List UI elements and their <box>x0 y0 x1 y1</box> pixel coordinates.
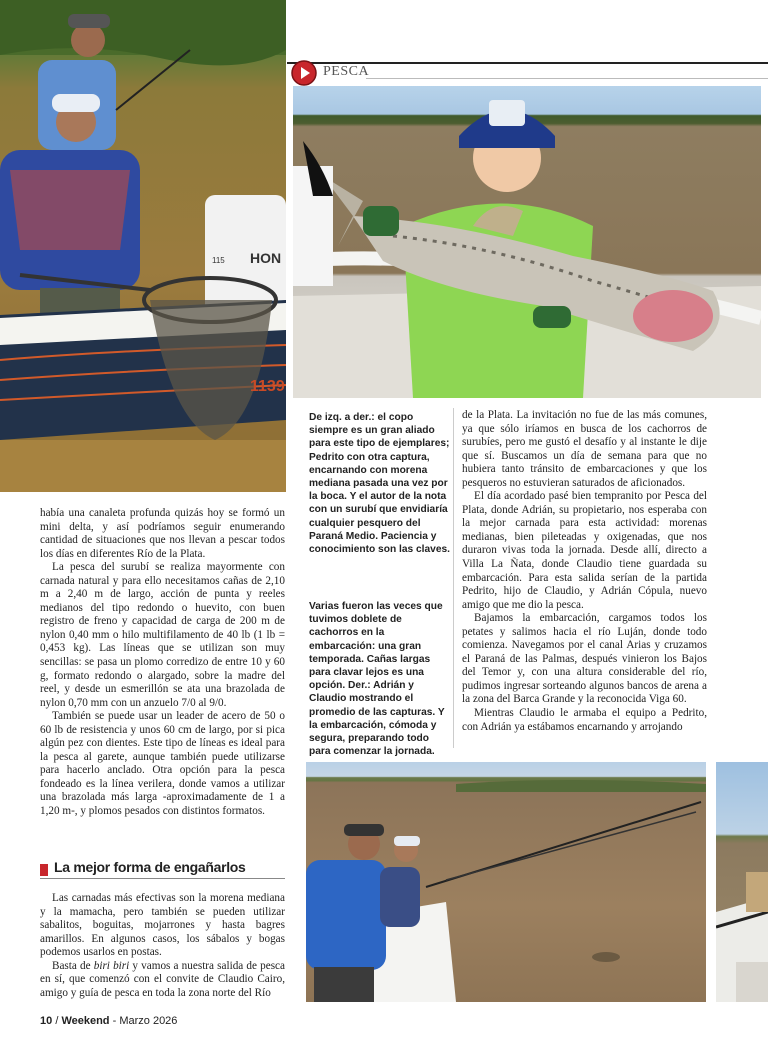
body-paragraph: Las carnadas más efectivas son la morena mediana y la mamacha, pero también se pueden utilizar sabalitos, boguitas, mojarrones y hasta bagres amarillos. En algunos casos, los sábalos y bogas podemos usarlos en postas. <box>40 892 285 959</box>
body-text-run: y vamos a nuestra salida de pesca en sí, que comenzó con el convite de Claudio Cairo, amigo y guía de pesca en toda la zona norte del Río <box>40 959 285 999</box>
body-paragraph: También se puede usar un leader de acero de 50 o 60 lb de resistencia y unos 60 cm de largo, por si pica algún pez con dientes. Este tipo de líneas es ideal para la pesca al garete, aunque también puede utilizarse para hacerlo anclado. Otra opción para la pesca fondeado es la línea verilera, donde vamos a utilizar una brazolada más larga -aproximadamente de 1 a 1,20 m-, y plomos pesados con distintos formatos. <box>40 710 285 818</box>
page-number: 10 <box>40 1015 53 1027</box>
page-footer <box>40 1015 177 1027</box>
photo-girl-catfish <box>293 86 761 398</box>
section-header-thin-rule <box>366 78 768 79</box>
issue-date: Marzo 2026 <box>119 1015 178 1027</box>
photo-anglers-net <box>0 0 286 492</box>
body-column-left-lower <box>40 892 285 1000</box>
photo-anglers-casting <box>306 762 706 1002</box>
photo-caption-2: Varias fueron las veces que tuvimos doblete de cachorros en la embarcación: una gran temporada. Cañas largas para clavar lejos es una opción. Der.: Adrián y Claudio mostrando el promedio de las capturas. Y la embarcación, cómoda y segura, preparando todo para comenzar la jornada. <box>309 601 445 758</box>
body-paragraph: La pesca del surubí se realiza mayormente con carnada natural y para ello necesitamos cañas de 2,10 m a 2,40 m de largo, acción de punta y reeles medianos del tipo redondo o huevito, con buen registro de freno y capacidad de carga de 200 m de nylon 0,40 mm o hilo multifilamento de 40 lb (1 lb = 0,453 kg). Las líneas que se utilizan son muy sencillas: se pasa un plomo corredizo de entre 10 y 60 g, formato redondo o alargado, sobre la madre del reel, y desde un esmerillón se ata una brazolada de nylon 0,70 mm con un anzuelo 7/0 al 9/0. <box>40 561 285 709</box>
photo-caption-1: De izq. a der.: el copo siempre es un gran aliado para este tipo de ejemplares; Pedrito con otra captura, encarnando con morena mediana pasada una vez por la boca. Y el autor de la nota con un surubí que envidiaría cualquier pesquero del Paraná Medio. Paciencia y conocimiento son las claves. <box>309 412 450 556</box>
body-column-right <box>462 409 707 734</box>
play-arrow-icon <box>291 60 317 86</box>
subheading: La mejor forma de engañarlos <box>54 859 246 875</box>
boat-brand-text: HON <box>250 250 282 266</box>
body-paragraph: Mientras Claudio le armaba el equipo a Pedrito, con Adrián ya estábamos encarnando y arrojando <box>462 707 707 733</box>
section-label: PESCA <box>323 64 370 79</box>
body-paragraph <box>40 960 285 1001</box>
footer-separator: / <box>55 1015 59 1027</box>
magazine-name: Weekend <box>61 1015 110 1027</box>
body-paragraph: El día acordado pasé bien tempranito por Pesca del Plata, donde Adrián, su propietario, nos esperaba con la mejor carnada para esta actividad: morenas medianas, bien pileteadas y oxigenadas, que nos duraron vivas toda la jornada. Desde allí, directo a Villa La Ñata, donde Claudio tiene guardada su embarcación. Para esta salida serían de la partida Pedrito, hijo de Claudio, y Adrián Cópula, nuevo amigo que me dio la pesca. <box>462 490 707 611</box>
hull-registration-text: 1139 <box>250 378 285 395</box>
engine-label-text: 115 <box>212 256 225 265</box>
column-divider <box>453 408 454 748</box>
body-text-run: Basta de <box>52 959 94 972</box>
body-paragraph: Bajamos la embarcación, cargamos todos los petates y salimos hacia el río Luján, donde todo comienza. Navegamos por el canal Arias y cruzamos el Paraná de las Palmas, después vinieron los Bajos del Temor y, con una altura considerable del río, pudimos ingresar sorteando algunos bancos de arena a la zona del Barca Grande y la reconocida Viga 60. <box>462 612 707 706</box>
subheading-rule <box>40 878 285 879</box>
body-paragraph: de la Plata. La invitación no fue de las más comunes, ya que sólo iríamos en busca de los cachorros de surubíes, pero me gustó el desafío y al instante le dije que sí. Buscamos un día de semana para que no hubiera tanto tránsito de embarcaciones y que los pesqueros no estuvieran saturados de aficionados. <box>462 409 707 489</box>
body-paragraph: había una canaleta profunda quizás hoy se formó un mini delta, y así podríamos seguir enumerando cantidad de situaciones que nos llevan a pescar todos los días en diferentes Río de la Plata. <box>40 507 285 560</box>
subheading-marker <box>40 864 48 876</box>
body-column-left <box>40 507 285 819</box>
body-italic-run: biri biri <box>93 959 130 972</box>
photo-boat-crop <box>716 762 768 1002</box>
footer-dash: - <box>112 1015 117 1027</box>
